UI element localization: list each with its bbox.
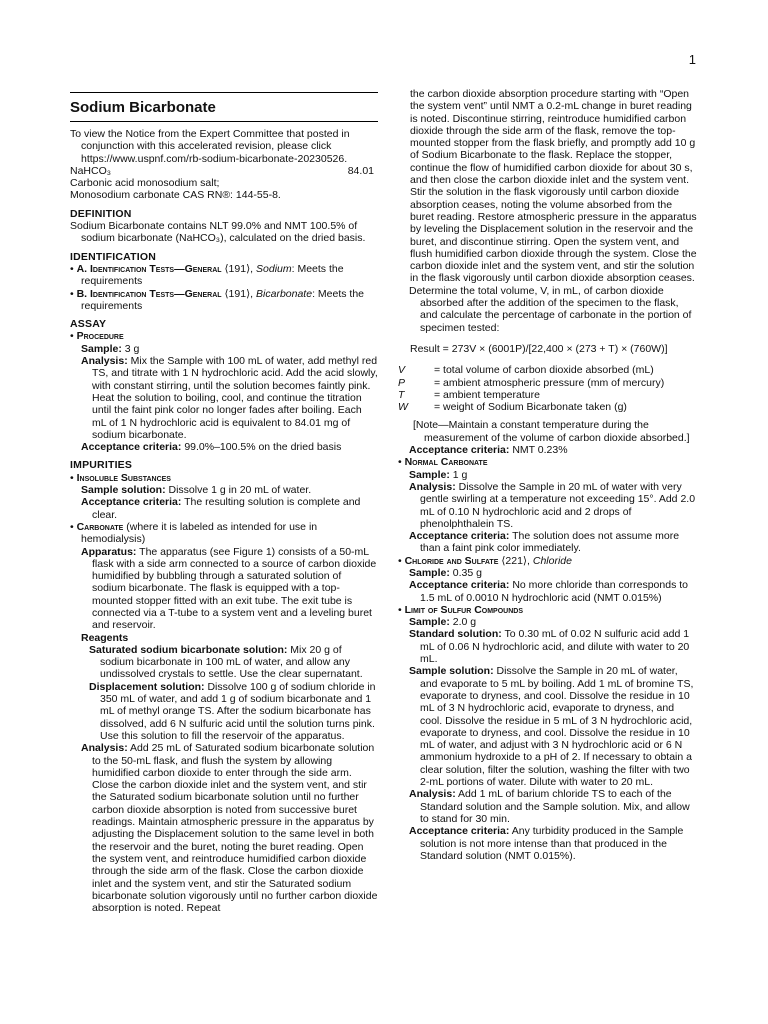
assay-analysis-label: Analysis:: [81, 355, 128, 368]
right-column: [398, 88, 698, 862]
normal-carbonate-heading: • Normal Carbonate: [398, 456, 488, 469]
id-b-ref: ⟨191⟩,: [224, 287, 254, 300]
sulfur-sample-label: Sample:: [409, 616, 450, 629]
sulfur-criteria-label: Acceptance criteria:: [409, 825, 510, 838]
sulfur-criteria: [398, 825, 698, 862]
carbonate-note: (where it is labeled as intended for use in hemodialysis): [81, 520, 318, 546]
chemical-formula: NaHCO₃: [70, 164, 112, 177]
id-a-text: Meets the requirements: [81, 262, 344, 288]
carbonate-analysis: [70, 742, 378, 914]
assay-criteria: [70, 441, 378, 453]
reagents-heading: [70, 632, 378, 644]
synonym-1: Carbonic acid monosodium salt;: [70, 177, 220, 190]
insoluble-criteria-text: The resulting solution is complete and clear.: [92, 496, 361, 521]
id-a-label: A. Identification Tests—General: [76, 262, 222, 275]
chloride-sub: Chloride: [532, 554, 572, 567]
carbonate-heading: • Carbonate (where it is labeled as intended for use in hemodialysis): [70, 520, 318, 546]
normal-criteria: [398, 530, 698, 555]
carbonate-criteria-text: NMT 0.23%: [512, 444, 568, 457]
insoluble-heading: • Insoluble Substances: [70, 471, 171, 484]
normal-analysis-text: Dissolve the Sample in 20 mL of water with very gentle swirling at a temperature not exceeding 15°. Add 2.0 mL of 0.10 N hydrochloric acid and 2 drops of phenolphthalein TS.: [420, 480, 696, 530]
normal-criteria-label: Acceptance criteria:: [409, 530, 510, 543]
id-b-sub: Bicarbonate: [256, 287, 313, 300]
normal-sample: [398, 469, 698, 481]
sulfur-sample-value: 2.0 g: [452, 616, 477, 629]
id-a-ref: ⟨191⟩,: [224, 262, 254, 275]
monograph-title: Sodium Bicarbonate: [70, 99, 216, 116]
standard-solution-text: To 0.30 mL of 0.02 N sulfuric acid add 1 mL of 0.06 N hydrochloric acid, and dilute with water to 20 mL.: [420, 628, 690, 666]
insoluble-sample: [70, 484, 378, 496]
apparatus: [70, 546, 378, 632]
id-a-sub: Sodium: [256, 262, 292, 275]
displacement-label: Displacement solution:: [89, 680, 205, 693]
normal-sample-value: 1 g: [452, 468, 468, 481]
notice-text: To view the Notice from the Expert Committee that posted in conjunction with this accelerated revision, please click https://www.uspnf.com/rb-sodium-bicarbonate-20230526.: [70, 128, 350, 165]
saturated-solution: [70, 644, 378, 681]
normal-sample-label: Sample:: [409, 468, 450, 481]
definition-w-text: = weight of Sodium Bicarbonate taken (g): [434, 401, 627, 414]
sulfur-analysis: [398, 788, 698, 825]
sulfur-analysis-label: Analysis:: [409, 788, 456, 801]
definition-text: Sodium Bicarbonate contains NLT 99.0% and NMT 100.5% of sodium bicarbonate (NaHCO₃), calculated on the dried basis.: [70, 220, 366, 245]
chloride-criteria-label: Acceptance criteria:: [409, 579, 510, 592]
chloride-ref: ⟨221⟩,: [501, 554, 530, 567]
definition-w: [398, 401, 698, 413]
sulfur-label: Limit of Sulfur Compounds: [404, 603, 524, 616]
chloride-sample: [398, 567, 698, 579]
standard-solution-label: Standard solution:: [409, 628, 502, 641]
chloride-criteria-text: No more chloride than corresponds to 1.5 mL of 0.0010 N hydrochloric acid (NMT 0.015%): [420, 579, 688, 604]
assay-procedure: • Procedure: [70, 330, 124, 343]
page-number: 1: [688, 52, 696, 67]
molecular-weight: 84.01: [347, 164, 374, 177]
normal-carbonate-label: Normal Carbonate: [404, 456, 488, 469]
reagents-label: Reagents: [81, 631, 129, 644]
formula-definitions: [398, 364, 698, 413]
sample-solution: [398, 665, 698, 788]
sulfur-analysis-text: Add 1 mL of barium chloride TS to each of the Standard solution and the Sample solution. Mix, and allow to stand for 30 min.: [420, 788, 690, 825]
insoluble-label: Insoluble Substances: [76, 471, 171, 484]
carbonate-label: Carbonate: [76, 520, 124, 533]
assay-sample-value: 3 g: [124, 342, 140, 355]
carbonate-analysis-label: Analysis:: [81, 742, 128, 755]
normal-analysis: [398, 481, 698, 530]
saturated-label: Saturated sodium bicarbonate solution:: [89, 643, 288, 656]
normal-analysis-label: Analysis:: [409, 480, 456, 493]
left-column: [70, 92, 378, 914]
assay-sample-label: Sample:: [81, 342, 122, 355]
identification-a: • A. Identification Tests—General ⟨191⟩, Sodium: Meets the requirements: [70, 262, 344, 288]
definition-t-text: = ambient temperature: [434, 388, 540, 401]
title-bottom-rule: [70, 121, 378, 122]
assay-criteria-text: 99.0%–100.5% on the dried basis: [184, 441, 342, 454]
assay-sample: [70, 343, 378, 355]
determine-text: Determine the total volume, V, in mL, of carbon dioxide absorbed after the addition of the specimen to the flask, and calculate the percentage of carbonate in the portion of specimen tested:: [409, 284, 692, 334]
assay-analysis-text: Mix the Sample with 100 mL of water, add methyl red TS, and titrate with 1 N hydrochloric acid. Add the acid slowly, with constant stirring, until the solution becomes faintly pink. Heat the solution to boiling, cool, and continue the titration until the faint pink color no longer fades after boiling. Each mL of 1 N hydrochloric acid is equivalent to 84.01 mg of sodium bicarbonate.: [92, 355, 378, 441]
symbol-t: T: [398, 388, 405, 401]
assay-heading: ASSAY: [70, 318, 107, 331]
chloride-heading: • Chloride and Sulfate ⟨221⟩, Chloride: [398, 554, 572, 567]
insoluble-criteria: [70, 496, 378, 521]
synonym-2: Monosodium carbonate CAS RN®: 144-55-8.: [70, 189, 281, 202]
standard-solution: [398, 628, 698, 665]
impurities-heading: IMPURITIES: [70, 459, 133, 472]
assay-criteria-label: Acceptance criteria:: [81, 441, 182, 454]
id-b-text: Meets the requirements: [81, 287, 365, 312]
definition-p: [398, 377, 698, 389]
insoluble-sample-text: Dissolve 1 g in 20 mL of water.: [168, 484, 312, 497]
definition-v-text: = total volume of carbon dioxide absorbed (mL): [434, 364, 654, 377]
title-top-rule: [70, 92, 378, 93]
procedure-label: Procedure: [76, 330, 124, 343]
carbonate-analysis-text: Add 25 mL of Saturated sodium bicarbonate solution to the 50-mL flask, and flush the system by allowing humidified carbon dioxide to enter through the side arm. Close the carbon dioxide inlet and the system vent, and stir the Saturated sodium bicarbonate solution until no further carbon dioxide absorption is noted from successive buret readings. Maintain atmospheric pressure in the apparatus by adjusting the Displacement solution to the same level in both the reservoir and the buret, noting the buret reading. Open the system vent, and reintroduce humidified carbon dioxide through the side arm of the flask. Close the carbon dioxide inlet and the system vent, and stir the Saturated sodium bicarbonate solution vigorously until no further carbon dioxide absorption is noted. Repeat: [92, 742, 378, 915]
insoluble-criteria-label: Acceptance criteria:: [81, 496, 182, 509]
sample-solution-label: Sample solution:: [409, 665, 494, 678]
identification-heading: IDENTIFICATION: [70, 250, 157, 263]
continued-analysis: the carbon dioxide absorption procedure starting with “Open the system vent” until NMT a 0.2-mL change in buret reading is noted. Discontinue stirring, reintroduce humidified carbon dioxide through the side arm of the flask, remove the top-mounted stopper from the flask briefly, and promptly add 10 g of Sodium Bicarbonate to the flask. Replace the stopper, continue the flow of humidified carbon dioxide for about 30 s, and then close the carbon dioxide inlet and the system vent. Stir the solution in the flask vigorously until carbon dioxide absorption ceases, noting the volume absorbed from the buret reading. Restore atmospheric pressure in the apparatus by leveling the Displacement solution in the reservoir and the buret, and discontinue stirring. Open the system vent, and flush humidified carbon dioxide through the system. Close the carbon dioxide inlet and the system vent, and stir the solution in the flask vigorously until carbon dioxide absorption ceases.: [410, 88, 697, 285]
chloride-sample-value: 0.35 g: [452, 566, 482, 579]
assay-analysis: [70, 355, 378, 441]
sulfur-heading: • Limit of Sulfur Compounds: [398, 603, 524, 616]
formula-row: [70, 165, 378, 177]
symbol-p: P: [398, 376, 406, 389]
symbol-v: V: [398, 364, 406, 377]
carbonate-criteria: [398, 444, 698, 456]
sulfur-criteria-text: Any turbidity produced in the Sample solution is not more intense than that produced in the Standard solution (NMT 0.015%).: [420, 825, 684, 862]
saturated-text: Mix 20 g of sodium bicarbonate in 100 mL of water, and allow any undissolved crystals to settle. Use the clear supernatant.: [100, 643, 363, 681]
normal-criteria-text: The solution does not assume more than a faint pink color immediately.: [420, 530, 680, 555]
displacement-solution: [70, 681, 378, 742]
sulfur-sample: [398, 616, 698, 628]
definition-v: [398, 364, 698, 376]
definition-heading: DEFINITION: [70, 207, 132, 220]
chloride-sample-label: Sample:: [409, 566, 450, 579]
apparatus-text: The apparatus (see Figure 1) consists of a 50-mL flask with a side arm connected to a source of carbon dioxide humidified by bubbling through a saturated solution of sodium bicarbonate. The flask is equipped with a top-mounted stopper fitted with an exit tube. The exit tube is connected via a T-tube to a system vent and a leveling buret and reservoir.: [92, 545, 377, 632]
id-b-label: B. Identification Tests—General: [76, 287, 222, 300]
sample-solution-text: Dissolve the Sample in 20 mL of water, and evaporate to 5 mL by boiling. Add 1 mL of bromine TS, evaporate to dryness, and cool. Dissolve the residue in 10 mL of 3 N hydrochloric acid, evaporate to dryness, and cool. Dissolve the residue in 5 mL of 3 N hydrochloric acid, evaporate to dryness, and cool. Dissolve the residue in 10 mL of water, and adjust with 3 N hydrochloric acid or 6 N ammonium hydroxide to a pH of 2. If necessary to obtain a clear solution, filter the solution, washing the filter with two 2-mL portions of water. Dilute with water to 20 mL.: [420, 665, 694, 789]
symbol-w: W: [398, 401, 408, 414]
chloride-criteria: [398, 579, 698, 604]
chloride-label: Chloride and Sulfate: [404, 554, 499, 567]
identification-b: • B. Identification Tests—General ⟨191⟩, Bicarbonate: Meets the requirements: [70, 287, 365, 312]
insoluble-sample-label: Sample solution:: [81, 484, 166, 497]
definition-p-text: = ambient atmospheric pressure (mm of mercury): [434, 376, 665, 389]
note-text: [Note—Maintain a constant temperature during the measurement of the volume of carbon dioxide absorbed.]: [413, 419, 690, 444]
displacement-text: Dissolve 100 g of sodium chloride in 350 mL of water, and add 1 g of sodium bicarbonate and 1 mL of methyl orange TS. After the sodium bicarbonate has dissolved, add 6 N sulfuric acid until the solution turns pink. Use this solution to fill the reservoir of the apparatus.: [100, 680, 376, 742]
apparatus-label: Apparatus:: [81, 545, 137, 558]
result-formula: Result = 273V × (6001P)/[22,400 × (273 + T) × (760W)]: [410, 342, 668, 355]
definition-t: [398, 389, 698, 401]
carbonate-criteria-label: Acceptance criteria:: [409, 444, 510, 457]
